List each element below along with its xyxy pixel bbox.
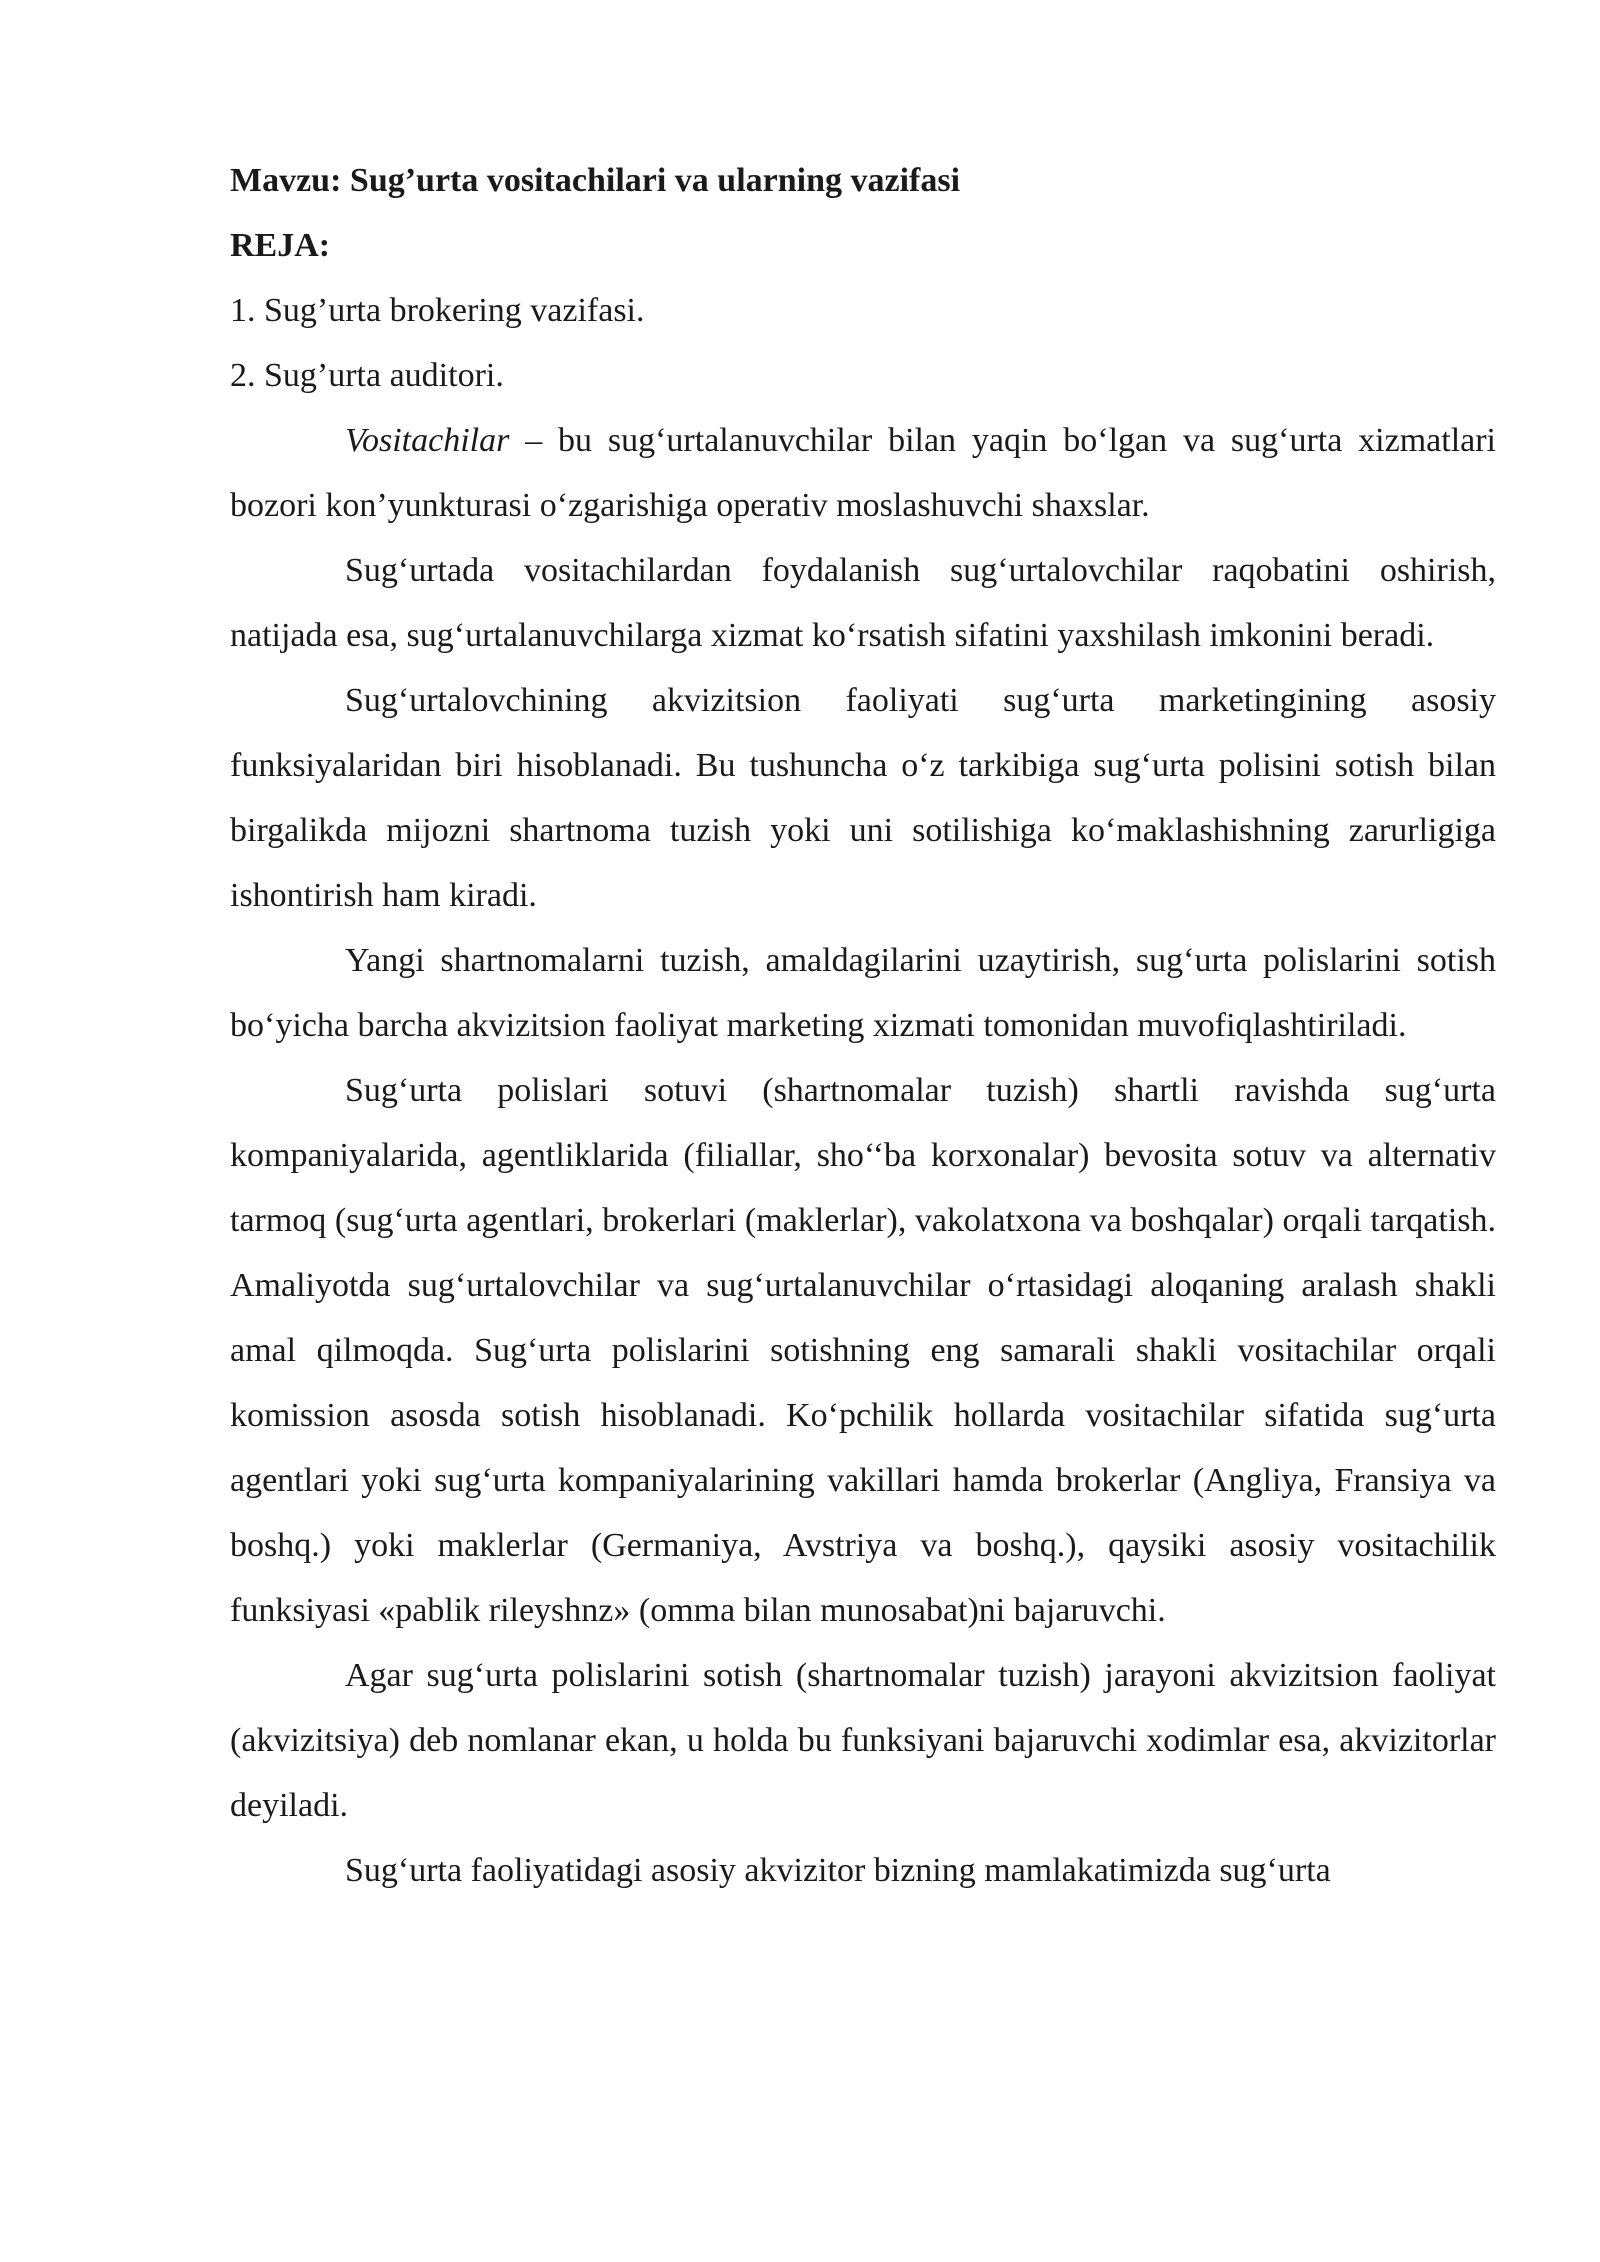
plan-item: 2. Sug’urta auditori. <box>230 357 504 394</box>
paragraph: Sug‘urtada vositachilardan foydalanish sug‘urtalovchilar raqobatini oshirish, natijada esa, sug‘urtalanuvchilarga xizmat ko‘rsatish sifatini yaxshilash imkonini beradi. <box>230 552 1496 654</box>
plan-item: 1. Sug’urta brokering vazifasi. <box>230 292 645 329</box>
paragraph <box>230 408 1496 538</box>
paragraph: Sug‘urta polislari sotuvi (shartnomalar tuzish) shartli ravishda sug‘urta kompaniyalarida, agentliklarida (filiallar, sho‘‘ba korxonalar) bevosita sotuv va alternativ tarmoq (sug‘urta agentlari, brokerlari (maklerlar), vakolatxona va boshqalar) orqali tarqatish. Amaliyotda sug‘urtalovchilar va sug‘urtalanuvchilar o‘rtasidagi aloqaning aralash shakli amal qilmoqda. Sug‘urta polislarini sotishning eng samarali shakli vositachilar orqali komission asosda sotish hisoblanadi. Ko‘pchilik hollarda vositachilar sifatida sug‘urta agentlari yoki sug‘urta kompaniyalarining vakillari hamda brokerlar (Angliya, Fransiya va boshq.) yoki maklerlar (Germaniya, Avstriya va boshq.), qaysiki asosiy vositachilik funksiyasi «pablik rileyshnz» (omma bilan munosabat)ni bajaruvchi. <box>230 1072 1496 1629</box>
document-page <box>230 148 1496 1903</box>
plan-heading: REJA: <box>230 227 331 264</box>
document-title: Mavzu: Sug’urta vositachilari va ularning vazifasi <box>230 162 961 199</box>
italic-term: Vositachilar <box>345 422 510 459</box>
paragraph: Sug‘urtalovchining akvizitsion faoliyati sug‘urta marketingining asosiy funksiyalaridan biri hisoblanadi. Bu tushuncha o‘z tarkibiga sug‘urta polisini sotish bilan birgalikda mijozni shartnoma tuzish yoki uni sotilishiga ko‘maklashishning zarurligiga ishontirish ham kiradi. <box>230 682 1496 914</box>
paragraph: Agar sug‘urta polislarini sotish (shartnomalar tuzish) jarayoni akvizitsion faoliyat (akvizitsiya) deb nomlanar ekan, u holda bu funksiyani bajaruvchi xodimlar esa, akvizitorlar deyiladi. <box>230 1657 1496 1824</box>
paragraph-text: – bu sug‘urtalanuvchilar bilan yaqin bo‘lgan va sug‘urta xizmatlari bozori kon’yunkturasi o‘zgarishiga operativ moslashuvchi shaxslar. <box>230 422 1496 524</box>
paragraph: Sug‘urta faoliyatidagi asosiy akvizitor bizning mamlakatimizda sug‘urta <box>345 1852 1331 1889</box>
paragraph: Yangi shartnomalarni tuzish, amaldagilarini uzaytirish, sug‘urta polislarini sotish bo‘yicha barcha akvizitsion faoliyat marketing xizmati tomonidan muvofiqlashtiriladi. <box>230 942 1496 1044</box>
